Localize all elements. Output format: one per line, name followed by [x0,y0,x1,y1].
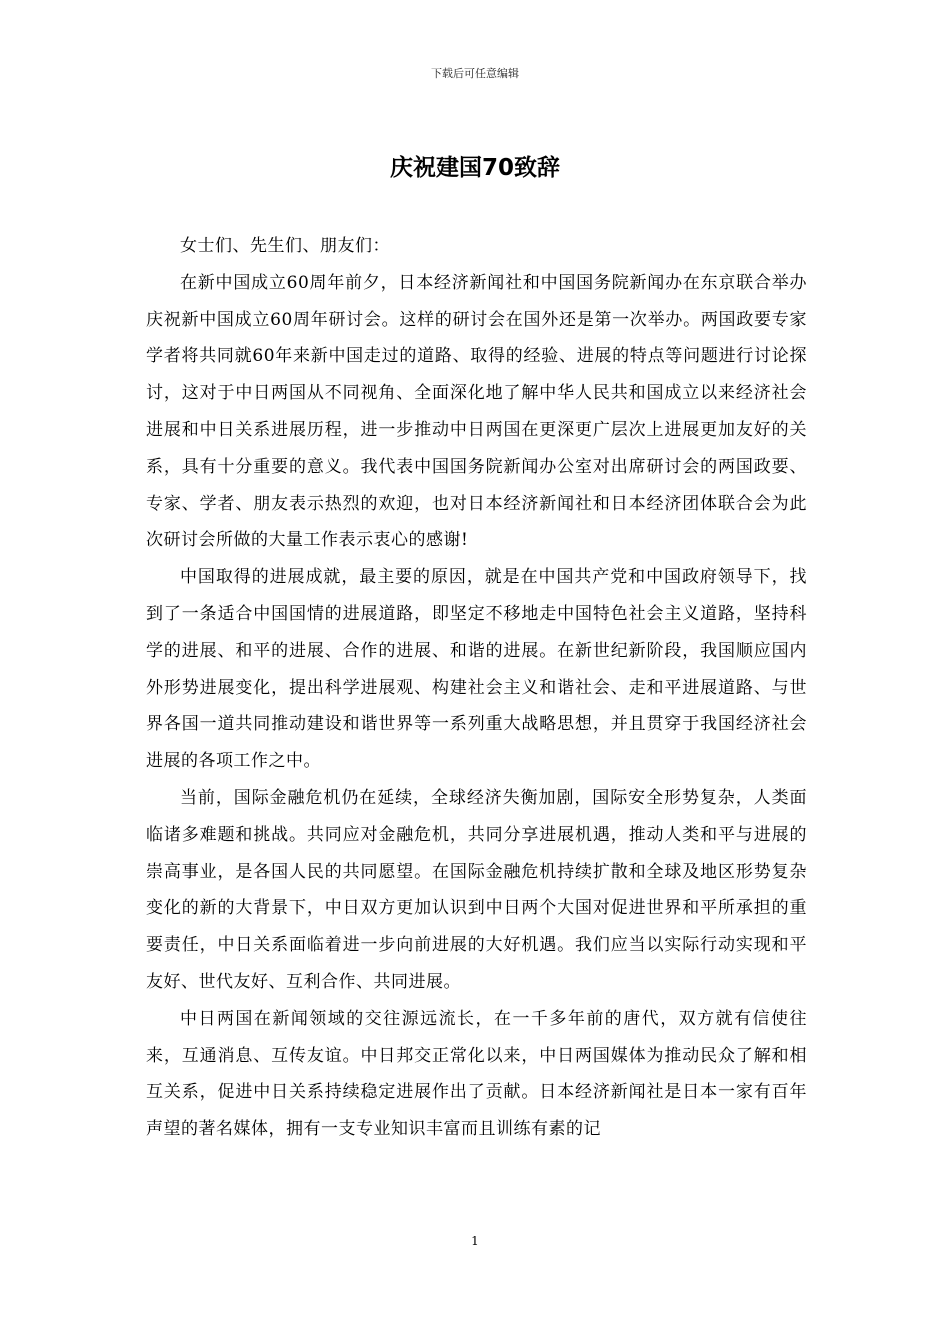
body-paragraph: 在新中国成立60周年前夕，日本经济新闻社和中国国务院新闻办在东京联合举办庆祝新中国成立60周年研讨会。这样的研讨会在国外还是第一次举办。两国政要专家学者将共同就60年来新中国走过的道路、取得的经验、进展的特点等问题进行讨论探讨，这对于中日两国从不同视角、全面深化地了解中华人民共和国成立以来经济社会进展和中日关系进展历程，进一步推动中日两国在更深更广层次上进展更加友好的关系，具有十分重要的意义。我代表中国国务院新闻办公室对出席研讨会的两国政要、专家、学者、朋友表示热烈的欢迎，也对日本经济新闻社和日本经济团体联合会为此次研讨会所做的大量工作表示衷心的感谢! [146,272,807,551]
document-body [146,228,807,1148]
body-paragraph: 中日两国在新闻领域的交往源远流长，在一千多年前的唐代，双方就有信使往来，互通消息、互传友谊。中日邦交正常化以来，中日两国媒体为推动民众了解和相互关系，促进中日关系持续稳定进展作出了贡献。日本经济新闻社是日本一家有百年声望的著名媒体，拥有一支专业知识丰富而且训练有素的记 [146,1008,807,1140]
page-header: 下载后可任意编辑 [431,67,519,80]
body-paragraph: 中国取得的进展成就，最主要的原因，就是在中国共产党和中国政府领导下，找到了一条适合中国国情的进展道路，即坚定不移地走中国特色社会主义道路，坚持科学的进展、和平的进展、合作的进展、和谐的进展。在新世纪新阶段，我国顺应国内外形势进展变化，提出科学进展观、构建社会主义和谐社会、走和平进展道路、与世界各国一道共同推动建设和谐世界等一系列重大战略思想，并且贯穿于我国经济社会进展的各项工作之中。 [146,567,807,772]
greeting-paragraph: 女士们、先生们、朋友们： [180,236,390,256]
document-title: 庆祝建国70致辞 [389,155,560,181]
page-number: 1 [471,1234,479,1248]
body-paragraph: 当前，国际金融危机仍在延续，全球经济失衡加剧，国际安全形势复杂，人类面临诸多难题和挑战。共同应对金融危机，共同分享进展机遇，推动人类和平与进展的崇高事业，是各国人民的共同愿望。在国际金融危机持续扩散和全球及地区形势复杂变化的新的大背景下，中日双方更加认识到中日两个大国对促进世界和平所承担的重要责任，中日关系面临着进一步向前进展的大好机遇。我们应当以实际行动实现和平友好、世代友好、互利合作、共同进展。 [146,787,807,992]
